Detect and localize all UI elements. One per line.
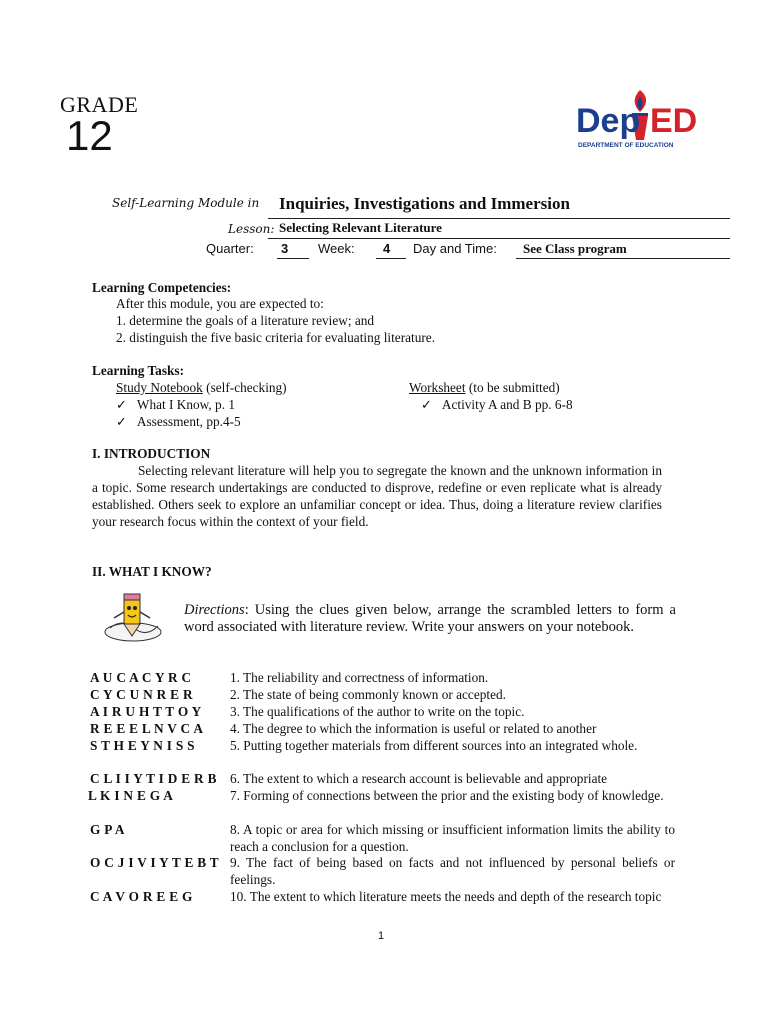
scrambled-word: R E E E L N V C A (90, 721, 204, 736)
page-number: 1 (378, 930, 385, 942)
checkmark-icon: ✓ (116, 415, 127, 430)
notebook-task-label: What I Know, p. 1 (136, 397, 235, 412)
worksheet-task-item (421, 396, 573, 414)
scrambled-word: A U C A C Y R C (90, 670, 192, 685)
competency-item: 1. determine the goals of a literature review; and (116, 313, 375, 328)
scrambled-word: O C J I V I Y T E B T (90, 855, 219, 870)
logo-text-ed: ED (650, 102, 698, 140)
deped-logo (570, 82, 710, 154)
quarter-label: Quarter: (206, 241, 254, 256)
scrambled-word: C Y C U N R E R (90, 687, 193, 702)
scrambled-word: C A V O R E E G (90, 889, 193, 904)
week-label: Week: (318, 241, 355, 256)
logo-text-dep: Dep (576, 102, 641, 140)
introduction-paragraph (92, 462, 662, 530)
daytime-label: Day and Time: (413, 241, 497, 256)
worksheet-task-label: Activity A and B pp. 6-8 (441, 397, 573, 412)
scrambled-word: A I R U H T T O Y (90, 704, 202, 719)
item-clue: 4. The degree to which the information is useful or related to another (230, 721, 597, 736)
item-clue: 7. Forming of connections between the prior and the existing body of knowledge. (230, 788, 664, 803)
scrambled-word: S T H E Y N I S S (90, 738, 195, 753)
scrambled-word: G P A (90, 822, 125, 837)
quarter-value: 3 (281, 241, 289, 256)
item-clue: 1. The reliability and correctness of information. (230, 670, 489, 685)
week-value: 4 (383, 241, 391, 256)
worksheet-heading (409, 379, 560, 396)
daytime-value: See Class program (523, 241, 627, 256)
module-title: Inquiries, Investigations and Immersion (279, 194, 570, 213)
introduction-heading: I. INTRODUCTION (92, 446, 211, 461)
directions-label: Directions (184, 602, 245, 618)
worksheet-note: (to be submitted) (465, 380, 560, 395)
checkmark-icon: ✓ (421, 398, 432, 413)
lesson-divider (268, 238, 730, 239)
scrambled-word: C L I I Y T I D E R B (90, 771, 217, 786)
notebook-task-item (116, 396, 235, 414)
tasks-heading: Learning Tasks: (92, 363, 185, 378)
competencies-intro: After this module, you are expected to: (116, 296, 324, 311)
title-divider (268, 218, 730, 219)
item-clue: 8. A topic or area for which missing or insufficient information limits the ability to reach a conclusion for a question. (230, 822, 675, 854)
logo-subtitle: DEPARTMENT OF EDUCATION (578, 142, 674, 149)
item-clue: 6. The extent to which a research account is believable and appropriate (230, 771, 608, 786)
grade-number: 12 (66, 112, 113, 159)
study-notebook-heading (116, 379, 287, 396)
item-clue: 3. The qualifications of the author to write on the topic. (230, 704, 525, 719)
what-i-know-heading: II. WHAT I KNOW? (92, 564, 212, 579)
study-notebook-label: Study Notebook (116, 380, 203, 395)
lesson-title: Selecting Relevant Literature (279, 220, 442, 235)
pencil-mascot-icon (100, 588, 166, 646)
checkmark-icon: ✓ (116, 398, 127, 413)
directions-body: : Using the clues given below, arrange the scrambled letters to form a word associated with literature review. Write your answers on your notebook. (184, 602, 676, 635)
introduction-text: Selecting relevant literature will help you to segregate the known and the unknown information in a topic. Some research undertakings are conducted to disprove, redefine or even replicate what is already established. Others seek to explore an unfamiliar concept or idea. Thus, doing a literature review clarifies your research focus within the context of your field. (92, 463, 662, 529)
notebook-task-item (116, 413, 241, 431)
module-label: Self-Learning Module in (112, 196, 260, 210)
scrambled-word: L K I N E G A (88, 788, 174, 803)
item-clue: 5. Putting together materials from different sources into an integrated whole. (230, 738, 638, 753)
quarter-underline (277, 258, 309, 259)
daytime-underline (516, 258, 730, 259)
item-clue: 2. The state of being commonly known or accepted. (230, 687, 506, 702)
worksheet-label: Worksheet (409, 380, 466, 395)
notebook-task-label: Assessment, pp.4-5 (136, 414, 241, 429)
item-clue: 10. The extent to which literature meets the needs and depth of the research topic (230, 889, 662, 904)
directions-text (184, 602, 676, 636)
item-clue: 9. The fact of being based on facts and not influenced by personal beliefs or feelings. (230, 855, 675, 887)
study-notebook-note: (self-checking) (202, 380, 287, 395)
grade-label: GRADE (60, 92, 139, 117)
lesson-label: Lesson: (228, 222, 275, 236)
competency-item: 2. distinguish the five basic criteria for evaluating literature. (116, 330, 436, 345)
week-underline (376, 258, 406, 259)
competencies-heading: Learning Competencies: (92, 280, 232, 295)
